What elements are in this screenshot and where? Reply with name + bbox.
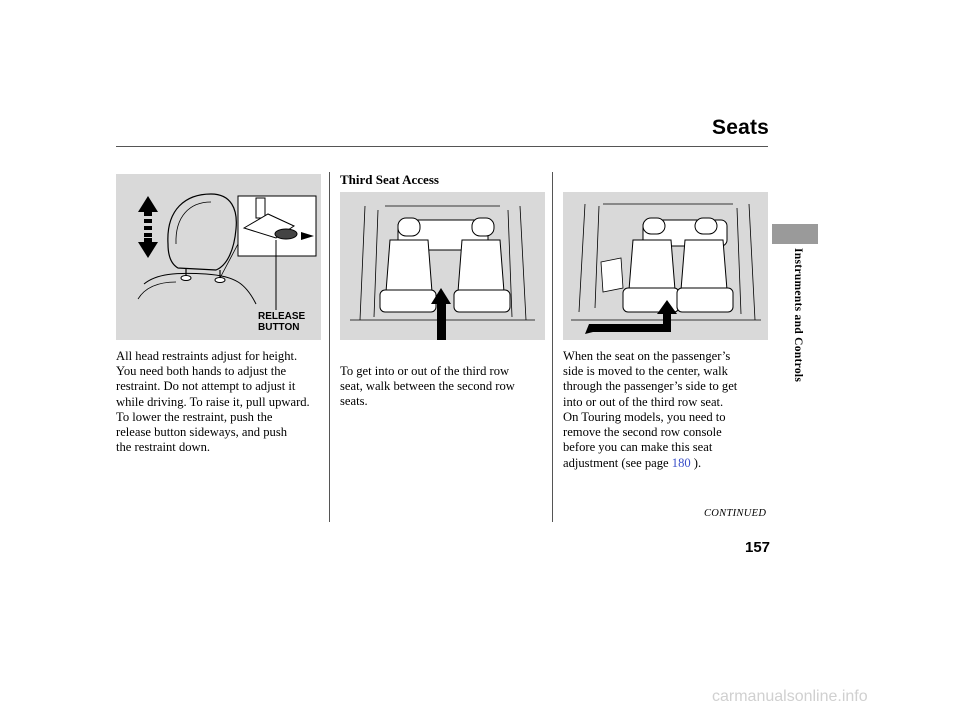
passenger-side-text: When the seat on the passenger’s side is moved to the center, walk through the passenger’s side to get into or out of the third row seat. xyxy=(563,349,738,409)
center-walkthrough-drawing xyxy=(340,192,545,340)
section-heading: Third Seat Access xyxy=(340,172,439,187)
column-divider xyxy=(329,172,330,522)
watermark: carmanualsonline.info xyxy=(712,688,868,705)
header-rule xyxy=(116,146,768,147)
page-number: 157 xyxy=(745,539,771,556)
third-seat-access-text: To get into or out of the third row seat, walk between the second row seats. xyxy=(340,364,515,409)
touring-models-note xyxy=(563,410,773,471)
passenger-side-walkthrough-illustration xyxy=(563,192,768,340)
up-down-arrow-icon xyxy=(138,196,158,258)
page-title: Seats xyxy=(712,116,770,139)
release-button-label: RELEASE BUTTON xyxy=(258,311,306,333)
column-divider xyxy=(552,172,553,522)
second-row-center-walkthrough-illustration xyxy=(340,192,545,340)
section-side-label xyxy=(788,248,808,448)
touring-note-end: ). xyxy=(690,455,702,470)
passenger-side-drawing xyxy=(563,192,768,340)
touring-note-text: On Touring models, you need to remove the second row console before you can make this seat adjustment (see page xyxy=(563,410,726,470)
section-side-label-text: Instruments and Controls xyxy=(792,248,804,383)
continued-label: CONTINUED xyxy=(704,508,767,519)
page-reference-link[interactable]: 180 xyxy=(671,455,691,470)
section-tab-marker xyxy=(772,224,818,244)
headrest-instructions: All head restraints adjust for height. You need both hands to adjust the restraint. Do not attempt to adjust it while driving. To raise it, pull upward. To lower the restraint, push the release button sideways, and push the restraint down. xyxy=(116,349,310,455)
